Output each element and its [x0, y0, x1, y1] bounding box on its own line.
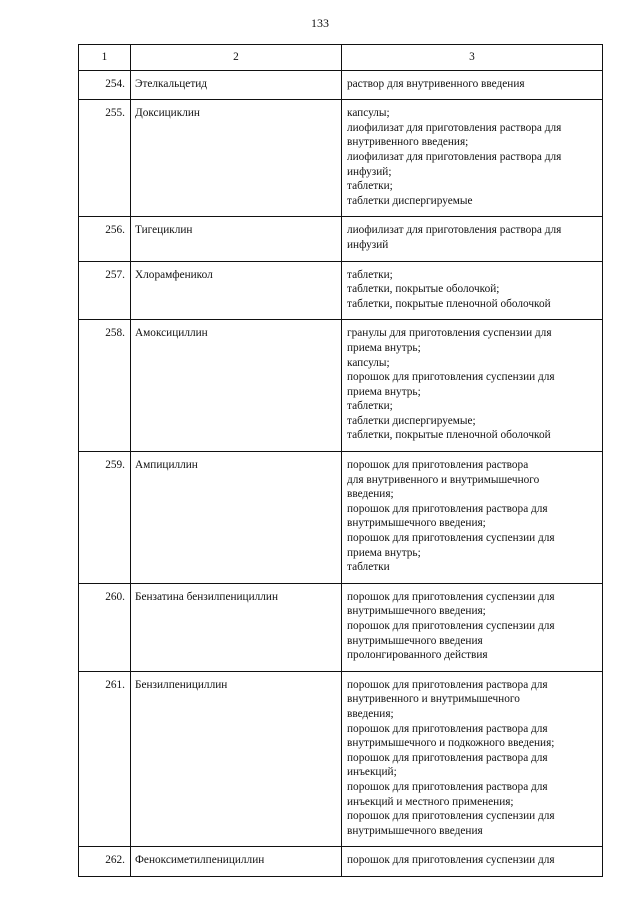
dosage-forms — [342, 452, 603, 584]
dosage-form-line: внутримышечного и подкожного введения; — [347, 737, 555, 750]
dosage-form-line: порошок для приготовления раствора для — [347, 780, 548, 793]
row-number: 257. — [79, 261, 131, 320]
drug-name: Этелкальцетид — [131, 70, 342, 100]
dosage-form-line: порошок для приготовления раствора — [347, 459, 529, 472]
dosage-form-line: таблетки, покрытые оболочкой; — [347, 283, 500, 296]
dosage-forms — [342, 217, 603, 261]
page-number: 133 — [311, 16, 329, 30]
dosage-form-line: внутримышечного введения — [347, 634, 483, 647]
dosage-form-line: таблетки; — [347, 180, 393, 193]
drug-name: Хлорамфеникол — [131, 261, 342, 320]
dosage-form-line: таблетки диспергируемые; — [347, 414, 476, 427]
dosage-form-line: внутримышечного введения; — [347, 517, 486, 530]
dosage-form-line: таблетки, покрытые пленочной оболочкой — [347, 297, 551, 310]
dosage-form-line: таблетки; — [347, 400, 393, 413]
table-row — [79, 217, 603, 261]
dosage-form-line: капсулы; — [347, 107, 390, 120]
dosage-form-line: порошок для приготовления суспензии для — [347, 590, 555, 603]
table-row — [79, 847, 603, 877]
dosage-form-line: внутримышечного введения; — [347, 605, 486, 618]
table-row — [79, 583, 603, 671]
dosage-form-line: таблетки; — [347, 268, 393, 281]
row-number: 262. — [79, 847, 131, 877]
row-number: 259. — [79, 452, 131, 584]
drug-name: Доксициклин — [131, 100, 342, 217]
dosage-form-line: внутривенного введения; — [347, 136, 469, 149]
table-row — [79, 320, 603, 452]
dosage-form-line: порошок для приготовления суспензии для — [347, 854, 555, 867]
table-row — [79, 452, 603, 584]
row-number: 256. — [79, 217, 131, 261]
header-col-1: 1 — [79, 45, 131, 71]
dosage-form-line: капсулы; — [347, 356, 390, 369]
table-row — [79, 671, 603, 847]
table-row — [79, 100, 603, 217]
drug-name: Тигециклин — [131, 217, 342, 261]
dosage-form-line: введения; — [347, 707, 394, 720]
dosage-form-line: внутримышечного введения — [347, 824, 483, 837]
table-header — [79, 45, 603, 71]
drug-table — [78, 44, 603, 877]
drug-name: Амоксициллин — [131, 320, 342, 452]
table-row — [79, 261, 603, 320]
dosage-form-line: таблетки, покрытые пленочной оболочкой — [347, 429, 551, 442]
drug-name: Феноксиметилпенициллин — [131, 847, 342, 877]
dosage-form-line: таблетки диспергируемые — [347, 194, 473, 207]
dosage-form-line: приема внутрь; — [347, 546, 421, 559]
dosage-form-line: порошок для приготовления суспензии для — [347, 532, 555, 545]
dosage-form-line: гранулы для приготовления суспензии для — [347, 327, 552, 340]
row-number: 258. — [79, 320, 131, 452]
dosage-form-line: порошок для приготовления раствора для — [347, 722, 548, 735]
dosage-forms — [342, 583, 603, 671]
dosage-form-line: лиофилизат для приготовления раствора для — [347, 121, 562, 134]
dosage-forms — [342, 320, 603, 452]
header-row — [79, 45, 603, 71]
table-row — [79, 70, 603, 100]
dosage-form-line: лиофилизат для приготовления раствора для — [347, 224, 562, 237]
header-col-2: 2 — [131, 45, 342, 71]
dosage-form-line: порошок для приготовления суспензии для — [347, 371, 555, 384]
table-body — [79, 70, 603, 876]
dosage-form-line: инъекций; — [347, 766, 397, 779]
dosage-forms — [342, 671, 603, 847]
dosage-forms — [342, 70, 603, 100]
dosage-form-line: приема внутрь; — [347, 341, 421, 354]
dosage-form-line: порошок для приготовления раствора для — [347, 502, 548, 515]
dosage-form-line: для внутривенного и внутримышечного — [347, 473, 540, 486]
drug-name: Бензатина бензилпенициллин — [131, 583, 342, 671]
dosage-form-line: инфузий; — [347, 165, 392, 178]
header-col-3: 3 — [342, 45, 603, 71]
dosage-form-line: введения; — [347, 488, 394, 501]
dosage-form-line: инфузий — [347, 238, 389, 251]
dosage-form-line: приема внутрь; — [347, 385, 421, 398]
dosage-form-line: инъекций и местного применения; — [347, 795, 514, 808]
dosage-form-line: раствор для внутривенного введения — [347, 77, 525, 90]
row-number: 260. — [79, 583, 131, 671]
dosage-form-line: пролонгированного действия — [347, 649, 488, 662]
dosage-forms — [342, 847, 603, 877]
dosage-form-line: порошок для приготовления раствора для — [347, 678, 548, 691]
row-number: 255. — [79, 100, 131, 217]
drug-name: Бензилпенициллин — [131, 671, 342, 847]
dosage-form-line: порошок для приготовления суспензии для — [347, 620, 555, 632]
dosage-form-line: лиофилизат для приготовления раствора для — [347, 150, 562, 163]
row-number: 261. — [79, 671, 131, 847]
dosage-forms — [342, 261, 603, 320]
dosage-form-line: порошок для приготовления суспензии для — [347, 810, 555, 823]
dosage-form-line: порошок для приготовления раствора для — [347, 751, 548, 764]
row-number: 254. — [79, 70, 131, 100]
dosage-form-line: внутривенного и внутримышечного — [347, 693, 520, 706]
dosage-form-line: таблетки — [347, 561, 390, 574]
drug-name: Ампициллин — [131, 452, 342, 584]
dosage-forms — [342, 100, 603, 217]
